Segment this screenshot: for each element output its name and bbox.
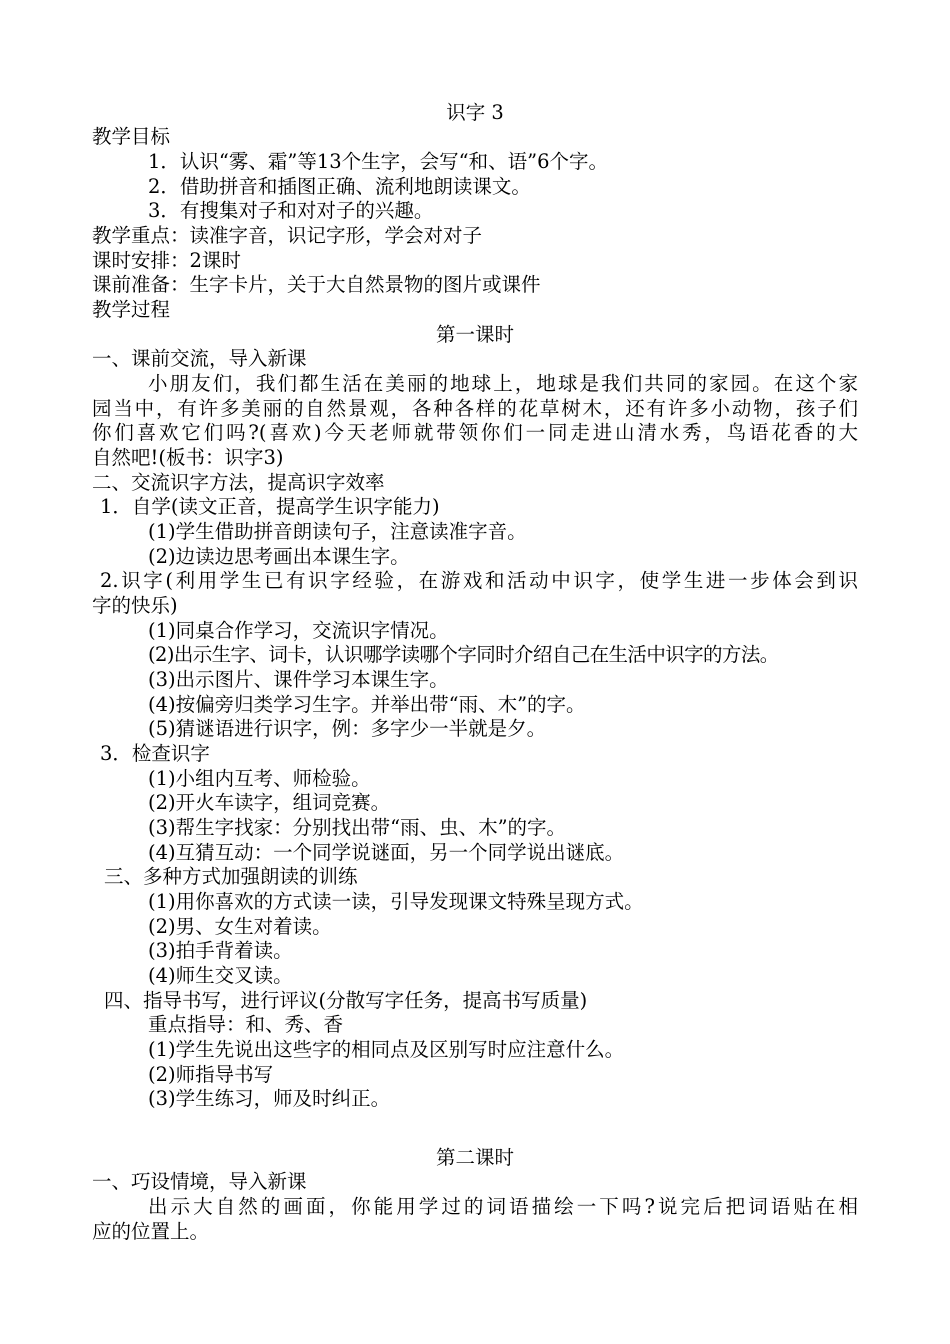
paragraph-line: 园当中，有许多美丽的自然景观，各种各样的花草树木，还有许多小动物，孩子们	[92, 397, 858, 420]
paragraph-line: 你们喜欢它们吗?(喜欢)今天老师就带领你们一同走进山清水秀，鸟语花香的大	[92, 421, 858, 444]
step-heading: 四、指导书写，进行评议(分散写字任务，提高书写质量)	[104, 989, 588, 1012]
sub-heading: 1．自学(读文正音，提高学生识字能力)	[100, 495, 440, 518]
list-item: (2)出示生字、词卡，认识哪学读哪个字同时介绍自己在生活中识字的方法。	[148, 643, 779, 666]
list-item: (2)师指导书写	[148, 1063, 274, 1086]
preparation: 课前准备：生字卡片，关于大自然景物的图片或课件	[92, 273, 541, 296]
list-item: (3)出示图片、课件学习本课生字。	[148, 668, 449, 691]
lesson-heading: 第一课时	[435, 323, 514, 346]
step-heading: 一、课前交流，导入新课	[92, 347, 307, 370]
list-item: (1)同桌合作学习，交流识字情况。	[148, 619, 449, 642]
objective-item: 3．有搜集对子和对对子的兴趣。	[148, 199, 434, 222]
objective-item: 1．认识“雾、霜”等13个生字，会写“和、语”6个字。	[148, 150, 609, 173]
paragraph-line: 出示大自然的画面，你能用学过的词语描绘一下吗?说完后把词语贴在相	[148, 1195, 858, 1218]
list-item: (4)互猜互动：一个同学说谜面，另一个同学说出谜底。	[148, 841, 625, 864]
step-heading: 二、交流识字方法，提高识字效率	[92, 471, 385, 494]
list-item: (2)男、女生对着读。	[148, 915, 332, 938]
list-item: (2)边读边思考画出本课生字。	[148, 545, 410, 568]
section-heading: 教学过程	[92, 298, 171, 321]
paragraph-line: 小朋友们，我们都生活在美丽的地球上，地球是我们共同的家园。在这个家	[148, 372, 858, 395]
focus-note: 重点指导：和、秀、香	[148, 1013, 344, 1036]
list-item: (5)猜谜语进行识字，例：多字少一半就是夕。	[148, 717, 547, 740]
lesson-heading: 第二课时	[435, 1146, 514, 1169]
schedule: 课时安排：2课时	[92, 249, 241, 272]
section-heading: 教学目标	[92, 125, 171, 148]
list-item: (4)师生交叉读。	[148, 964, 293, 987]
list-item: (1)用你喜欢的方式读一读，引导发现课文特殊呈现方式。	[148, 890, 644, 913]
list-item: (1)学生借助拼音朗读句子，注意读准字音。	[148, 520, 527, 543]
step-heading: 一、巧设情境，导入新课	[92, 1170, 307, 1193]
list-item: (3)拍手背着读。	[148, 939, 293, 962]
key-points: 教学重点：读准字音，识记字形，学会对对子	[92, 224, 483, 247]
list-item: (3)学生练习，师及时纠正。	[148, 1087, 391, 1110]
objective-item: 2．借助拼音和插图正确、流利地朗读课文。	[148, 175, 531, 198]
sub-heading: 3．检查识字	[100, 742, 210, 765]
sub-heading: 字的快乐)	[92, 594, 178, 617]
sub-heading: 2.识字(利用学生已有识字经验，在游戏和活动中识字，使学生进一步体会到识	[100, 569, 858, 592]
list-item: (4)按偏旁归类学习生字。并举出带“雨、木”的字。	[148, 693, 586, 716]
list-item: (3)帮生字找家：分别找出带“雨、虫、木”的字。	[148, 816, 567, 839]
document-title: 识字 3	[446, 101, 504, 124]
list-item: (1)学生先说出这些字的相同点及区别写时应注意什么。	[148, 1038, 625, 1061]
paragraph-line: 自然吧!(板书：识字3)	[92, 446, 284, 469]
list-item: (1)小组内互考、师检验。	[148, 767, 371, 790]
step-heading: 三、多种方式加强朗读的训练	[104, 865, 358, 888]
paragraph-line: 应的位置上。	[92, 1220, 210, 1243]
list-item: (2)开火车读字，组词竞赛。	[148, 791, 391, 814]
